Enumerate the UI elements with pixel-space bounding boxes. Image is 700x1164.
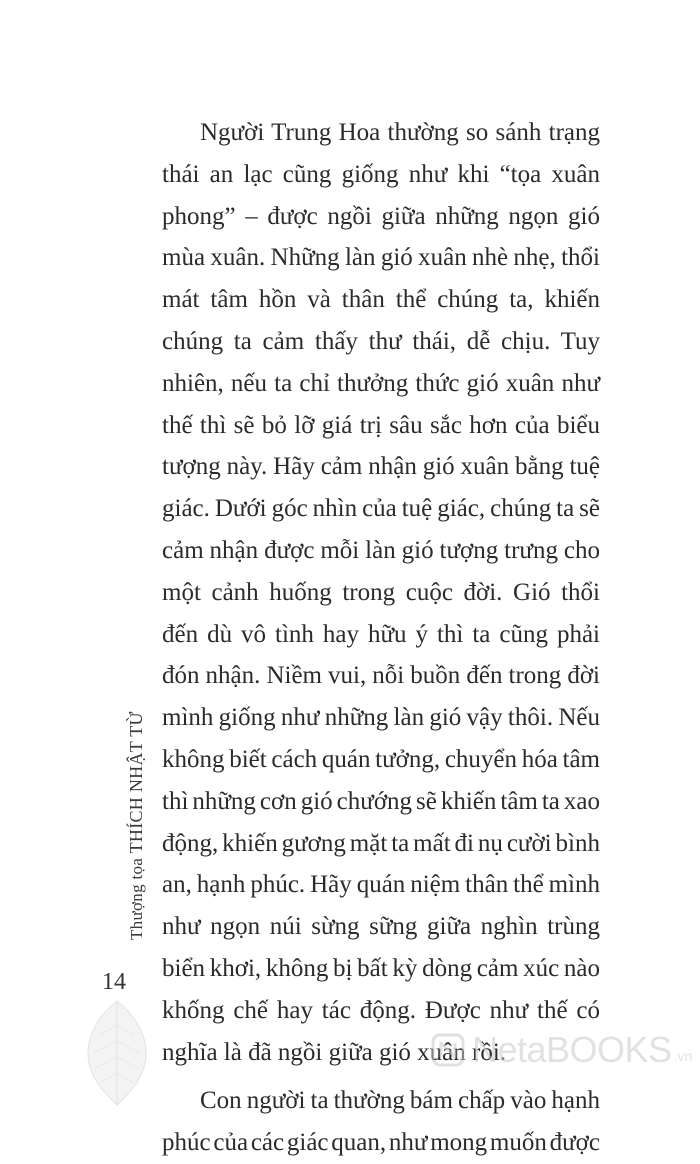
text-line: mùa xuân. Những làn gió xuân nhè nhẹ, thổi xyxy=(162,244,600,272)
netabooks-watermark xyxy=(430,1030,692,1070)
text-line: biển khơi, không bị bất kỳ dòng cảm xúc nào xyxy=(162,954,600,982)
text-line: đến dù vô tình hay hữu ý thì ta cũng phải xyxy=(162,620,600,648)
text-line: nghĩa là đã ngồi giữa gió xuân rồi. xyxy=(162,1038,507,1066)
text-line: chúng ta cảm thấy thư thái, dễ chịu. Tuy xyxy=(162,327,600,355)
text-line: như ngọn núi sừng sững giữa nghìn trùng xyxy=(162,913,600,941)
text-line: cảm nhận được mỗi làn gió tượng trưng cho xyxy=(162,536,600,564)
text-line: khống chế hay tác động. Được như thế có xyxy=(162,996,600,1024)
paragraph-1 xyxy=(162,112,600,1073)
page-number: 14 xyxy=(102,969,126,995)
text-line: Con người ta thường bám chấp vào hạnh xyxy=(200,1087,600,1115)
text-line: mình giống như những làn gió vậy thôi. Nếu xyxy=(162,704,600,732)
text-line: an, hạnh phúc. Hãy quán niệm thân thể mình xyxy=(162,871,600,899)
text-line: đón nhận. Niềm vui, nỗi buồn đến trong đời xyxy=(162,662,600,690)
text-line: thì những cơn gió chướng sẽ khiến tâm ta xao xyxy=(162,787,600,815)
text-line: phúc của các giác quan, như mong muốn được xyxy=(162,1129,600,1157)
text-line: động, khiến gương mặt ta mất đi nụ cười bình xyxy=(162,829,600,857)
text-line: giác. Dưới góc nhìn của tuệ giác, chúng ta sẽ xyxy=(162,495,600,523)
paragraph-2 xyxy=(162,1080,600,1164)
author-name: THÍCH NHẬT TỪ xyxy=(126,711,146,854)
body-text xyxy=(162,112,600,1164)
text-line: tượng này. Hãy cảm nhận gió xuân bằng tuệ xyxy=(162,453,600,481)
text-line: thế thì sẽ bỏ lỡ giá trị sâu sắc hơn của biểu xyxy=(162,411,600,439)
text-line: thái an lạc cũng giống như khi “tọa xuân xyxy=(162,160,600,188)
text-line: nhiên, nếu ta chỉ thưởng thức gió xuân như xyxy=(162,369,600,397)
text-line: Người Trung Hoa thường so sánh trạng xyxy=(200,119,600,146)
bodhi-leaf-icon xyxy=(80,995,154,1107)
text-line: phong” – được ngồi giữa những ngọn gió xyxy=(162,202,600,230)
text-line: mát tâm hồn và thân thể chúng ta, khiến xyxy=(162,286,600,314)
author-title-prefix: Thượng tọa xyxy=(127,857,146,940)
watermark-suffix: .vn xyxy=(673,1048,693,1064)
text-line: một cảnh huống trong cuộc đời. Gió thổi xyxy=(162,578,600,606)
netabooks-logo-icon xyxy=(430,1032,466,1068)
text-line: không biết cách quán tưởng, chuyển hóa tâm xyxy=(162,745,600,773)
running-header-author xyxy=(126,711,147,940)
watermark-brand: NetaBOOKS xyxy=(472,1029,672,1070)
